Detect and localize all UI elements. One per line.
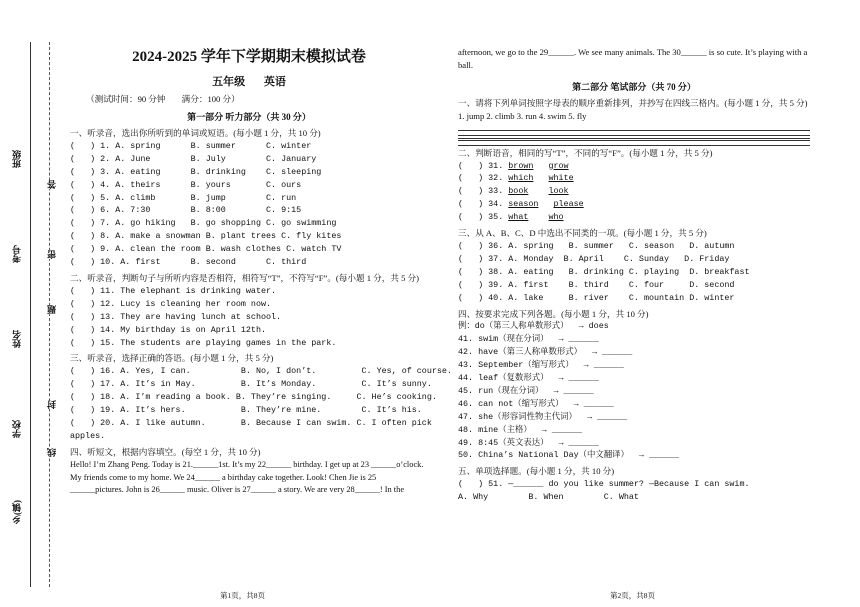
left-column bbox=[70, 0, 452, 497]
question-row: ( ) 16. A. Yes, I can. B. No, I don’t. C. Yes, of course. bbox=[70, 366, 452, 377]
word-list: 1. jump 2. climb 3. run 4. swim 5. fly bbox=[458, 110, 587, 121]
listening-section-4 bbox=[70, 446, 428, 498]
question-row: 41. swim（现在分词） → ______ bbox=[458, 334, 599, 345]
question-row-tail: apples. bbox=[70, 430, 106, 441]
question-row: ( ) 11. The elephant is drinking water. bbox=[70, 285, 277, 296]
section-title: 三、听录音，选择正确的答语。(每小题 1 分，共 5 分) bbox=[70, 353, 274, 364]
binding-line bbox=[30, 42, 31, 587]
question-row: 48. mine（主格） → ______ bbox=[458, 424, 582, 435]
school-label: 学校 bbox=[12, 420, 22, 438]
page-footer-left: 第1页，共8页 bbox=[220, 591, 265, 600]
seal-mark: 线 bbox=[47, 448, 57, 457]
question-row: ( ) 34. season please bbox=[458, 199, 584, 210]
question-row: ( ) 6. A. 7:30 B. 8:00 C. 9:15 bbox=[70, 205, 302, 216]
section-title: 二、判断语音，相同的写“T”，不同的写“F”。(每小题 1 分，共 5 分) bbox=[458, 147, 713, 158]
class-label: 班级 bbox=[12, 150, 22, 168]
exam-number-label: 考号 bbox=[12, 245, 22, 263]
exam-time: （测试时间：90 分钟 bbox=[86, 94, 166, 104]
question-row: ( ) 51. —______ do you like summer? —Because I can swim. bbox=[458, 479, 750, 490]
question-row: ( ) 32. which white bbox=[458, 173, 574, 184]
seal-mark: 密 bbox=[47, 250, 57, 259]
section-title: 五、单项选择题。(每小题 1 分，共 10 分) bbox=[458, 466, 615, 477]
part1-heading: 第一部分 听力部分（共 30 分） bbox=[187, 112, 311, 122]
listening-section-2 bbox=[70, 272, 428, 349]
question-row: ( ) 31. brown grow bbox=[458, 160, 569, 171]
section-title: 一、请将下列单词按照字母表的顺序重新排列，并抄写在四线三格内。(每小题 1 分，共 5 分) bbox=[458, 97, 808, 108]
section-title: 四、听短文，根据内容填空。(每空 1 分，共 10 分) bbox=[70, 446, 261, 457]
example-row: 例：do（第三人称单数形式） → does bbox=[458, 321, 609, 332]
writing-section-3 bbox=[458, 227, 810, 304]
right-column bbox=[458, 0, 810, 504]
cloze-passage: Hello! I’m Zhang Peng. Today is 21.______1st. It’s my 22______ birthday. I get up at 23 ______o’clock. My friends come to my home. We 24______ a birthday cake together. Look! Chen Jie is 25 ______pictures. John is 26______ music. Oliver is 27______ a story. We are very 28______! In the bbox=[70, 459, 424, 495]
question-row: ( ) 3. A. eating B. drinking C. sleeping bbox=[70, 166, 322, 177]
four-line-grid bbox=[458, 126, 810, 139]
question-row: ( ) 35. what who bbox=[458, 212, 564, 223]
question-row: ( ) 1. A. spring B. summer C. winter bbox=[70, 140, 312, 151]
question-row: ( ) 39. A. first B. third C. four D. second bbox=[458, 279, 735, 290]
writing-section-2 bbox=[458, 147, 810, 224]
town-label: 乡(镇) bbox=[12, 500, 22, 524]
exam-info bbox=[70, 92, 428, 106]
question-row: ( ) 40. A. lake B. river C. mountain D. winter bbox=[458, 292, 735, 303]
question-row: ( ) 12. Lucy is cleaning her room now. bbox=[70, 298, 272, 309]
section-title: 一、听录音，选出你所听到的单词或短语。(每小题 1 分，共 10 分) bbox=[70, 128, 321, 138]
question-row: ( ) 14. My birthday is on April 12th. bbox=[70, 324, 267, 335]
section-title: 四、按要求完成下列各题。(每小题 1 分，共 10 分) bbox=[458, 308, 649, 319]
question-row: ( ) 15. The students are playing games in the park. bbox=[70, 337, 337, 348]
section-title: 三、从 A、B、C、D 中选出不同类的一项。(每小题 1 分，共 5 分) bbox=[458, 228, 707, 239]
writing-section-5 bbox=[458, 465, 810, 504]
question-row: 44. leaf（复数形式） → ______ bbox=[458, 373, 599, 384]
listening-section-3 bbox=[70, 352, 452, 442]
subject: 英语 bbox=[263, 76, 286, 88]
page-footer-right: 第2页，共8页 bbox=[610, 591, 655, 600]
seal-mark: 答 bbox=[47, 180, 57, 189]
question-row: ( ) 8. A. make a snowman B. plant trees C. fly kites bbox=[70, 231, 342, 242]
grade-subject bbox=[70, 74, 428, 90]
options-row: A. Why B. When C. What bbox=[458, 492, 639, 503]
question-row: 43. September（缩写形式） → ______ bbox=[458, 360, 624, 371]
question-row: ( ) 9. A. clean the room B. wash clothes C. watch TV bbox=[70, 244, 342, 255]
listening-section-1 bbox=[70, 127, 428, 269]
writing-section-1 bbox=[458, 97, 810, 139]
question-row: ( ) 17. A. It’s in May. B. It’s Monday. C. It’s sunny. bbox=[70, 379, 432, 390]
question-row: ( ) 38. A. eating B. drinking C. playing D. breakfast bbox=[458, 266, 750, 277]
question-row: ( ) 4. A. theirs B. yours C. ours bbox=[70, 179, 302, 190]
question-row: ( ) 13. They are having lunch at school. bbox=[70, 311, 282, 322]
question-row: ( ) 5. A. climb B. jump C. run bbox=[70, 192, 297, 203]
writing-section-4 bbox=[458, 308, 810, 463]
question-row: ( ) 33. book look bbox=[458, 186, 569, 197]
passage-continued: afternoon, we go to the 29______. We see many animals. The 30______ is so cute. It’s playing with a ball. bbox=[458, 47, 808, 70]
seal-line bbox=[49, 42, 50, 587]
question-row: ( ) 10. A. first B. second C. third bbox=[70, 257, 307, 268]
question-row: ( ) 18. A. I’m reading a book. B. They’re singing. C. He’s cooking. bbox=[70, 392, 437, 403]
question-row: 47. she（形容词性物主代词） → ______ bbox=[458, 411, 628, 422]
question-row: ( ) 37. A. Monday B. April C. Sunday D. Friday bbox=[458, 253, 730, 264]
question-row: 46. can not（缩写形式） → ______ bbox=[458, 398, 614, 409]
binding-strip bbox=[0, 0, 58, 607]
question-row: 42. have（第三人称单数形式） → ______ bbox=[458, 347, 633, 358]
question-row: 50. China’s National Day（中文翻译） → ______ bbox=[458, 450, 680, 461]
exam-score: 满分：100 分） bbox=[181, 94, 240, 104]
part2-heading: 第二部分 笔试部分（共 70 分） bbox=[572, 81, 696, 92]
question-row: ( ) 36. A. spring B. summer C. season D. autumn bbox=[458, 240, 735, 251]
question-row: 45. run（现在分词） → ______ bbox=[458, 385, 594, 396]
question-row: ( ) 2. A. June B. July C. January bbox=[70, 153, 317, 164]
question-row: 49. 8:45（英文表达） → ______ bbox=[458, 437, 599, 448]
question-row: ( ) 20. A. I like autumn. B. Because I can swim. C. I often pick bbox=[70, 417, 432, 428]
seal-mark: 题 bbox=[47, 305, 57, 314]
name-label: 姓名 bbox=[12, 330, 22, 348]
seal-mark: 封 bbox=[47, 400, 57, 409]
question-row: ( ) 19. A. It’s hers. B. They’re mine. C. It’s his. bbox=[70, 405, 422, 416]
grade: 五年级 bbox=[212, 76, 246, 88]
exam-title: 2024-2025 学年下学期期末模拟试卷 bbox=[132, 49, 366, 65]
question-row: ( ) 7. A. go hiking B. go shopping C. go swimming bbox=[70, 218, 337, 229]
section-title: 二、听录音，判断句子与所听内容是否相符，相符写“T”，不符写“F”。(每小题 1 分，共 5 分) bbox=[70, 272, 419, 283]
